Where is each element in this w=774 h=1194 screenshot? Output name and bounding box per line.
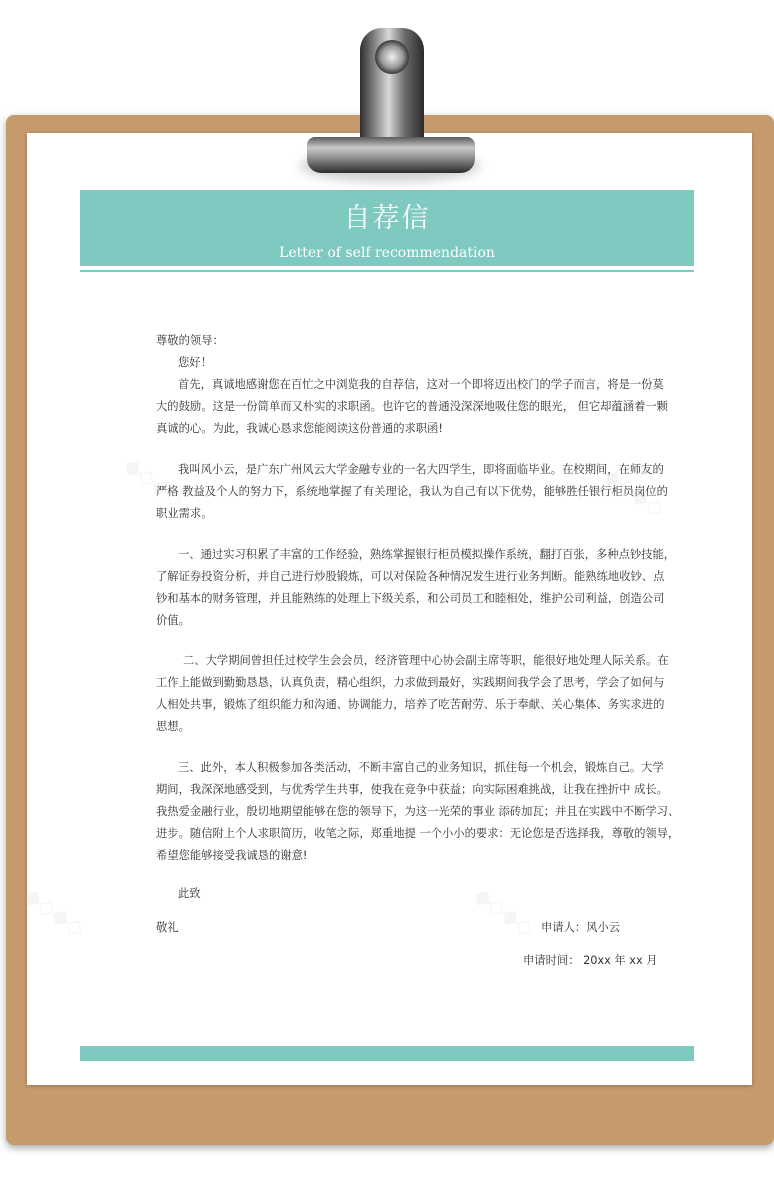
- paragraph-line: 二、大学期间曾担任过校学生会会员，经济管理中心协会副主席等职，能很好地处理人际关系。在: [183, 654, 669, 667]
- applicant-name: 申请人：风小云: [541, 921, 621, 934]
- paragraph-line: 价值。: [156, 614, 190, 627]
- paragraph-line: 三、此外，本人积极参加各类活动，不断丰富自己的业务知识，抓住每一个机会，锻炼自己。大学: [178, 761, 664, 774]
- paragraph-line: 了解证券投资分析，并自己进行炒股锻炼，可以对保险各种情况发生进行业务判断。能熟练地收钞、点: [156, 570, 665, 583]
- paragraph-line: 思想。: [156, 720, 190, 733]
- binder-clip-ring: [375, 40, 409, 74]
- greeting: 您好！: [178, 356, 212, 369]
- closing-salute: 敬礼: [156, 921, 179, 934]
- header-divider: [80, 270, 694, 272]
- watermark: ◆◇◆◇: [468, 882, 539, 943]
- page-subtitle: Letter of self recommendation: [279, 245, 495, 261]
- page-title: 自荐信: [343, 203, 431, 234]
- paragraph-line: 我热爱金融行业，殷切地期望能够在您的领导下，为这一光荣的事业 添砖加瓦；并且在实践中不断学习、: [156, 805, 680, 818]
- paragraph-line: 工作上能做到勤勤恳恳，认真负责，精心组织，力求做到最好，实践期间我学会了思考，学会了如何与: [156, 676, 665, 689]
- paragraph-line: 希望您能够接受我诚恳的谢意!: [156, 849, 308, 862]
- paragraph-line: 钞和基本的财务管理，并且能熟练的处理上下级关系，和公司员工和睦相处，维护公司利益，创造公司: [156, 592, 665, 605]
- closing-regards: 此致: [178, 887, 201, 900]
- paragraph-line: 期间，我深深地感受到，与优秀学生共事，使我在竞争中获益；向实际困难挑战，让我在挫折中 成长。: [156, 783, 668, 796]
- paragraph-line: 严格 教益及个人的努力下，系统地掌握了有关理论，我认为自己有以下优势，能够胜任银行柜员岗位的: [156, 485, 668, 498]
- watermark: ◆◇◆◇: [118, 452, 189, 513]
- paragraph-line: 进步。随信附上个人求职简历，收笔之际，郑重地提 一个小小的要求：无论您是否选择我，尊敬的领导，: [156, 827, 680, 840]
- paragraph-line: 职业需求。: [156, 507, 213, 520]
- watermark: ◆◇◆◇: [18, 882, 89, 943]
- paragraph-line: 人相处共事，锻炼了组织能力和沟通、协调能力，培养了吃苦耐劳、乐于奉献、关心集体、务实求进的: [156, 698, 665, 711]
- paragraph-line: 我叫风小云，是广东广州风云大学金融专业的一名大四学生，即将面临毕业。在校期间，在师友的: [178, 463, 664, 476]
- binder-clip-base: [307, 137, 475, 173]
- footer-band: [80, 1046, 694, 1061]
- paragraph-line: 首先，真诚地感谢您在百忙之中浏览我的自荐信，这对一个即将迈出校门的学子而言，将是一份莫: [178, 378, 664, 391]
- paragraph-line: 大的鼓励。这是一份简单而又朴实的求职函。也许它的普通没深深地吸住您的眼光， 但它却蕴涵着一颗: [156, 400, 668, 413]
- paragraph-line: 真诚的心。为此，我诚心恳求您能阅读这份普通的求职函!: [156, 422, 443, 435]
- watermark: ◆◇◆◇: [598, 462, 669, 523]
- salutation: 尊敬的领导：: [156, 334, 224, 347]
- paragraph-line: 一、通过实习积累了丰富的工作经验，熟练掌握银行柜员模拟操作系统，翻打百张，多种点钞技能，: [178, 548, 676, 561]
- application-date: 申请时间： 20xx 年 xx 月: [523, 954, 658, 967]
